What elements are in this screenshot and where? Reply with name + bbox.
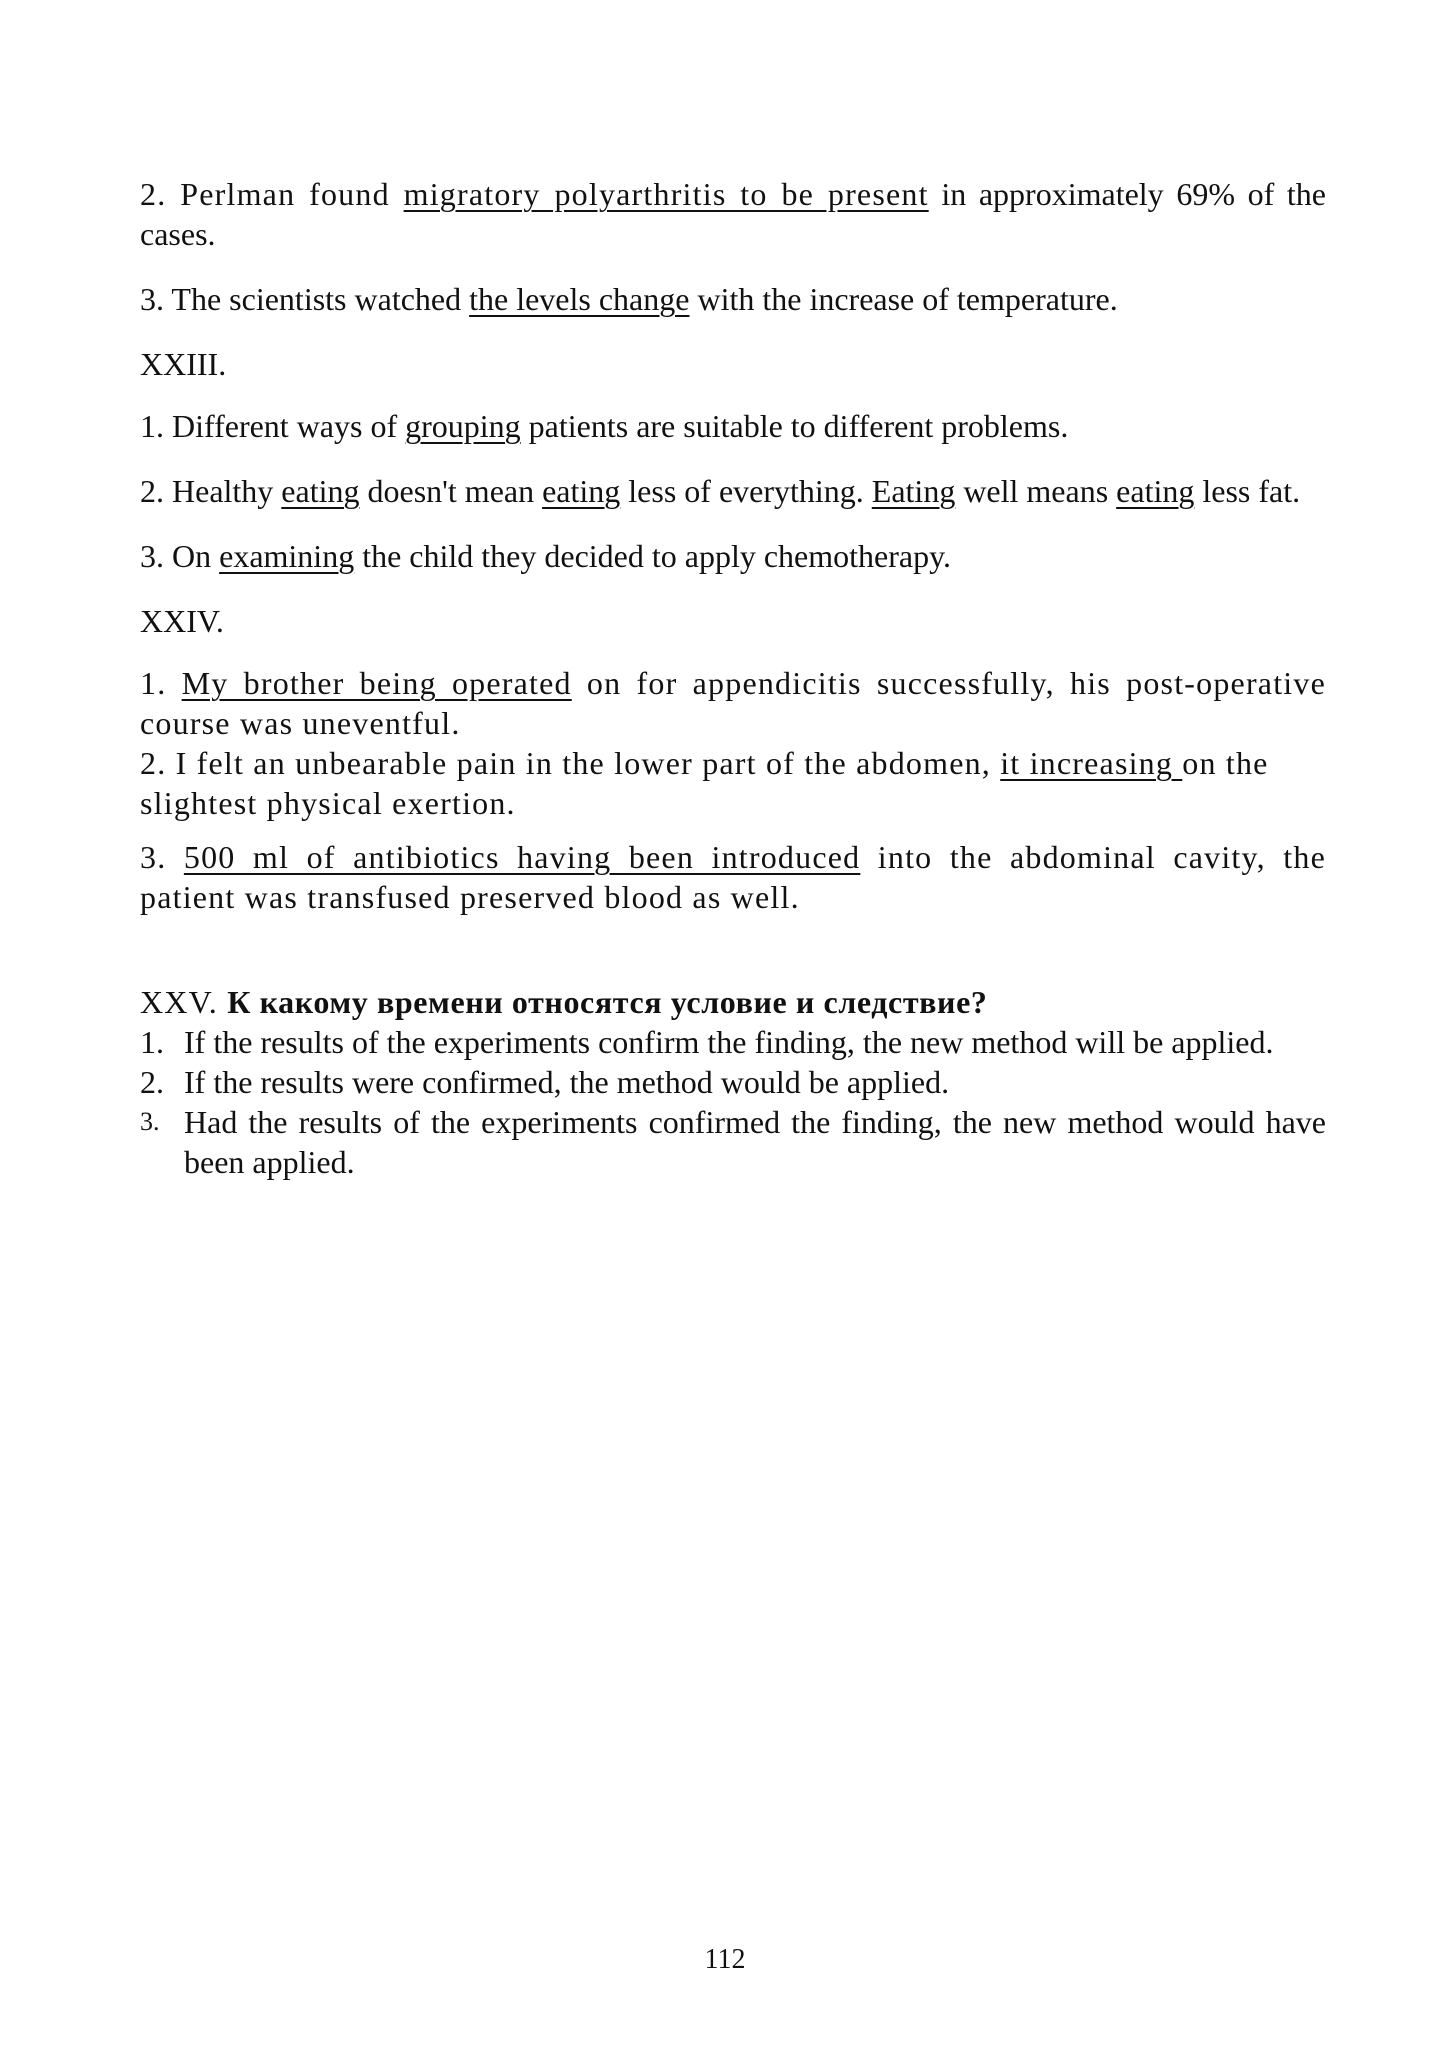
xxiv-item-1-underlined: My brother being operated bbox=[181, 665, 572, 701]
xxv-list-item-text: Had the results of the experiments confirmed the finding, the new method would have been applied. bbox=[184, 1104, 1326, 1180]
xxv-list-item-text: If the results were confirmed, the method would be applied. bbox=[184, 1064, 950, 1100]
xxiv-item-3 bbox=[140, 837, 1326, 917]
xxv-list-item bbox=[140, 1022, 1326, 1062]
xxii-item-2-text-end: in approximately 69% of the cases. bbox=[140, 176, 1327, 252]
xxiii-item-2-text-e: less fat. bbox=[1194, 473, 1301, 509]
xxv-list-item-text: If the results of the experiments confirm the finding, the new method will be applied. bbox=[184, 1024, 1274, 1060]
xxv-heading-title: К какому времени относятся условие и следствие? bbox=[227, 984, 988, 1020]
xxiv-item-2-text-end: on the slightest physical exertion. bbox=[140, 745, 1269, 821]
document-page bbox=[140, 174, 1326, 1182]
page-number: 112 bbox=[704, 1944, 746, 1975]
xxv-list-item-number: 3. bbox=[140, 1107, 160, 1136]
xxiii-item-1-text: 1. Different ways of bbox=[140, 408, 406, 444]
xxiii-item-2 bbox=[140, 471, 1326, 511]
xxv-list-item bbox=[140, 1102, 1326, 1182]
xxiii-item-2-underlined-2: eating bbox=[542, 473, 621, 509]
xxii-item-3-underlined: the levels change bbox=[469, 281, 690, 317]
xxiv-item-2 bbox=[140, 743, 1326, 823]
xxiii-item-2-underlined-1: eating bbox=[281, 473, 360, 509]
xxii-item-2-underlined: migratory polyarthritis to be present bbox=[403, 176, 929, 212]
xxiii-item-3 bbox=[140, 536, 1326, 576]
xxiv-item-3-text: 3. bbox=[140, 839, 184, 875]
xxiii-item-3-text: 3. On bbox=[140, 538, 220, 574]
xxiii-item-1 bbox=[140, 406, 1326, 446]
xxv-list-item-number: 2. bbox=[140, 1064, 164, 1100]
xxiv-item-1 bbox=[140, 663, 1326, 743]
xxiii-item-2-text-c: less of everything. bbox=[620, 473, 872, 509]
xxii-item-3 bbox=[140, 279, 1326, 319]
xxiii-item-2-text-d: well means bbox=[955, 473, 1117, 509]
xxv-list-item bbox=[140, 1062, 1326, 1102]
xxiii-item-2-underlined-4: eating bbox=[1116, 473, 1195, 509]
xxii-item-3-text: 3. The scientists watched bbox=[140, 281, 470, 317]
xxiii-item-3-text-end: the child they decided to apply chemotherapy. bbox=[354, 538, 952, 574]
xxiii-heading: XXIII. bbox=[140, 346, 227, 382]
xxv-list-item-number: 1. bbox=[140, 1024, 164, 1060]
xxiv-item-1-text-end: on for appendicitis successfully, his post-operative course was uneventful. bbox=[140, 665, 1326, 741]
xxii-item-3-text-end: with the increase of temperature. bbox=[689, 281, 1118, 317]
xxiv-item-3-underlined: 500 ml of antibiotics having been introduced bbox=[183, 839, 861, 875]
xxiii-item-3-underlined: examining bbox=[219, 538, 355, 574]
xxiv-item-1-text: 1. bbox=[140, 665, 182, 701]
xxii-item-2 bbox=[140, 174, 1326, 254]
xxiv-item-2-text: 2. I felt an unbearable pain in the lower part of the abdomen, bbox=[140, 745, 1001, 781]
xxiv-item-2-underlined: it increasing bbox=[1000, 745, 1183, 781]
xxiii-item-2-text-a: 2. Healthy bbox=[140, 473, 282, 509]
xxiii-item-1-text-end: patients are suitable to different problems. bbox=[520, 408, 1069, 444]
xxiii-item-2-underlined-3: Eating bbox=[871, 473, 956, 509]
xxv-section bbox=[140, 982, 1326, 1182]
xxv-heading bbox=[140, 982, 1326, 1022]
xxv-list bbox=[140, 1022, 1326, 1182]
xxii-item-2-text: 2. Perlman found bbox=[140, 176, 404, 212]
xxiii-item-2-text-b: doesn't mean bbox=[359, 473, 543, 509]
xxv-heading-number: XXV. bbox=[140, 984, 228, 1020]
xxiii-item-1-underlined: grouping bbox=[405, 408, 521, 444]
xxiv-item-3-text-end: into the abdominal cavity, the patient was transfused preserved blood as well. bbox=[140, 839, 1327, 915]
xxiv-heading: XXIV. bbox=[140, 603, 224, 639]
